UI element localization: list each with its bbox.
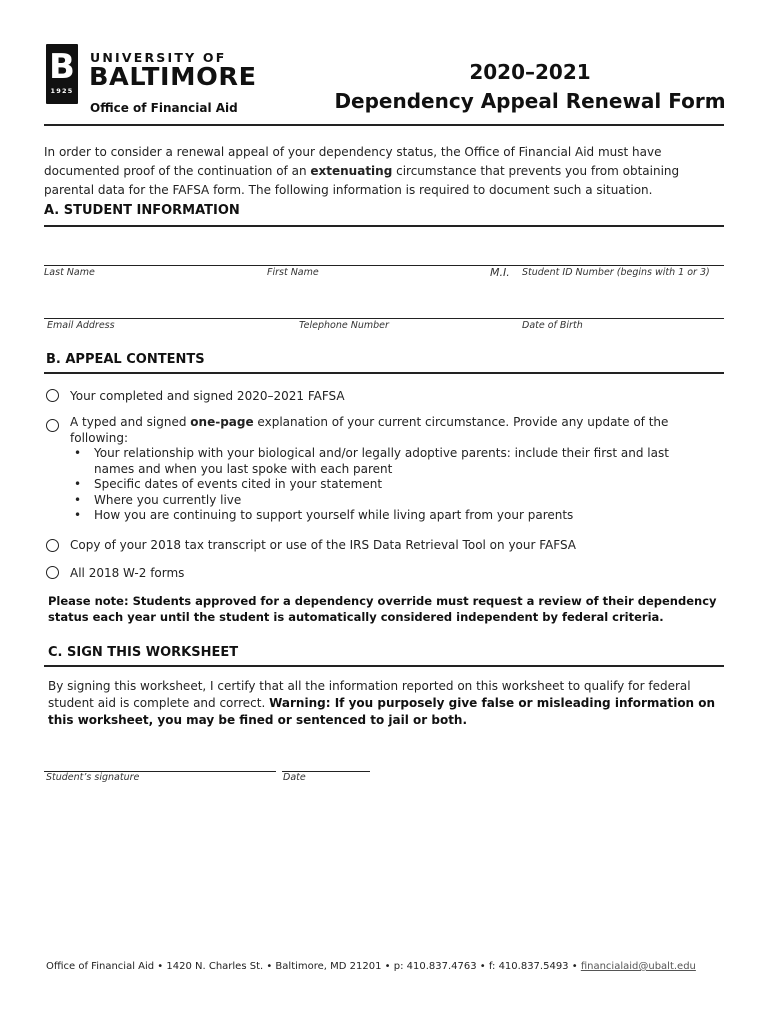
last-name-label: Last Name [44,267,95,278]
signature-label: Student’s signature [46,772,140,783]
w2-forms-item-text: All 2018 W-2 forms [70,566,185,580]
footer-contact: Office of Financial Aid • 1420 N. Charles St. • Baltimore, MD 21201 • p: 410.837.4763 • f: 410.837.5493 • financialaid@ubalt.edu [46,961,696,972]
middle-initial-label: M.I. [490,266,510,279]
student-id-label: Student ID Number (begins with 1 or 3) [522,267,710,278]
section-c-divider [44,665,724,667]
footer-email-link[interactable]: financialaid@ubalt.edu [580,961,696,972]
section-b-title: B. APPEAL CONTENTS [46,352,205,367]
list-item: • How you are continuing to support yourself while living apart from your parents [70,508,710,524]
list-item: • Your relationship with your biological and/or legally adoptive parents: include their first and last names and when you last spoke with each parent [70,446,710,477]
student-name-id-line[interactable] [44,265,724,266]
list-item: • Where you currently live [70,493,710,509]
section-a-title: A. STUDENT INFORMATION [44,203,240,218]
dob-label: Date of Birth [522,320,583,331]
dependency-note: Please note: Students approved for a dependency override must request a review of their dependency status each year until the student is automatically considered independent by federal criteria. [48,594,717,624]
fafsa-radio[interactable] [46,389,59,402]
w2-forms-radio[interactable] [46,566,59,579]
explanation-bullet-list [70,446,710,524]
university-name-line1: UNIVERSITY OF [90,50,227,65]
list-item: • Specific dates of events cited in your statement [70,477,710,493]
fafsa-item-text: Your completed and signed 2020–2021 FAFSA [70,389,345,403]
logo-year: 1925 [50,87,74,95]
explanation-item-text: A typed and signed one-page explanation of your current circumstance. Provide any update of the following: [70,415,669,445]
tax-transcript-radio[interactable] [46,539,59,552]
date-label: Date [283,772,306,783]
university-name-line2: BALTIMORE [89,62,257,91]
first-name-label: First Name [267,267,319,278]
office-name: Office of Financial Aid [90,101,238,115]
telephone-label: Telephone Number [299,320,389,331]
certification-text: By signing this worksheet, I certify that all the information reported on this worksheet to qualify for federal student aid is complete and correct. Warning: If you purposely give false or misleading information on this worksheet, you may be fined or sentenced to jail or both. [48,679,716,727]
intro-paragraph: In order to consider a renewal appeal of your dependency status, the Office of Financial Aid must have documented proof of the continuation of an extenuating circumstance that prevents you from obtaining parental data for the FAFSA form. The following information is required to document such a situation. [44,145,680,197]
contact-info-line[interactable] [44,318,724,319]
section-a-divider [44,225,724,227]
email-label: Email Address [47,320,115,331]
header-divider [44,124,724,126]
university-logo [46,44,78,104]
section-b-divider [44,372,724,374]
tax-transcript-item-text: Copy of your 2018 tax transcript or use of the IRS Data Retrieval Tool on your FAFSA [70,538,576,552]
logo-letter: B [49,47,75,87]
form-title: Dependency Appeal Renewal Form [334,89,726,113]
explanation-radio[interactable] [46,419,59,432]
section-c-title: C. SIGN THIS WORKSHEET [48,645,239,660]
form-year: 2020–2021 [469,60,591,84]
